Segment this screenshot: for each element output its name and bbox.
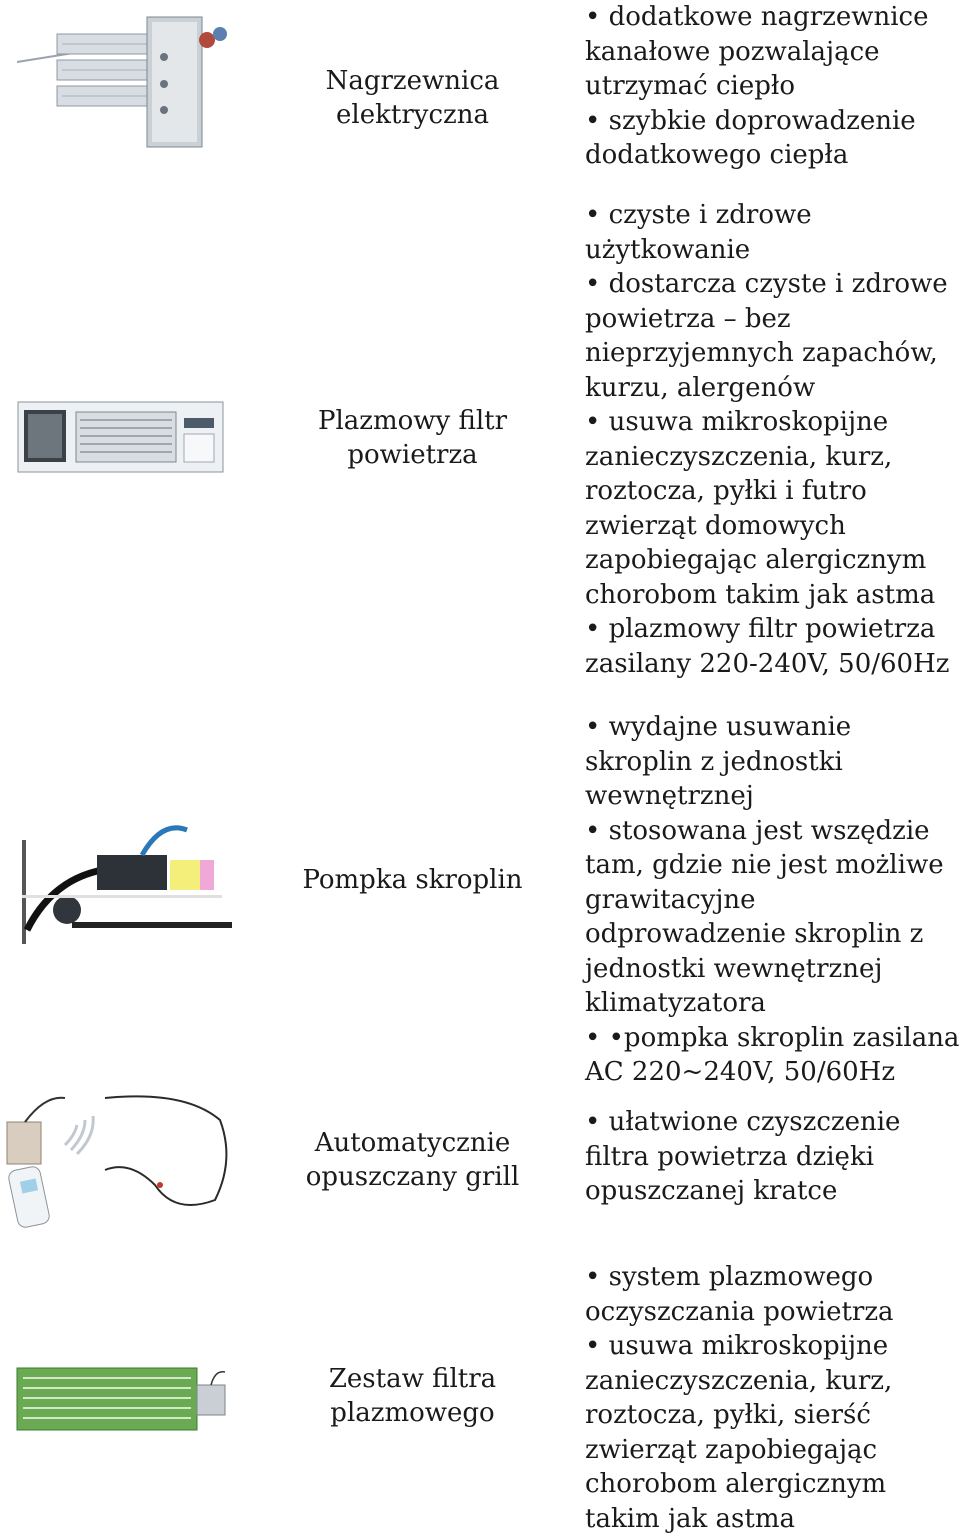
- product-name: Nagrzewnica elektryczna: [325, 66, 500, 130]
- product-row-plasma-air-filter: [0, 198, 960, 698]
- bullet-item: • system plazmowego oczyszczania powietrza: [585, 1262, 894, 1327]
- product-name: Zestaw filtra plazmowego: [328, 1364, 497, 1428]
- bullet-item: • usuwa mikroskopijne zanieczyszczenia, kurz, roztocza, pyłki, sierść zwierząt zapobiegając chorobom alergicznym takim jak astma: [585, 1331, 893, 1534]
- product-name: Plazmowy filtr powietrza: [317, 406, 508, 470]
- plasma-air-filter-unit-icon: [16, 398, 226, 478]
- product-row-electric-heater: [0, 0, 960, 180]
- bullet-item: • szybkie doprowadzenie dodatkowego ciepła: [585, 105, 916, 170]
- product-description: [585, 1260, 960, 1536]
- condensate-pump-icon: [12, 810, 232, 950]
- product-description: [585, 198, 960, 681]
- remote-control-grill-kit-icon: [5, 1090, 235, 1230]
- product-description: [585, 710, 960, 1090]
- product-name: Automatycznie opuszczany grill: [305, 1128, 520, 1192]
- bullet-item: • plazmowy filtr powietrza zasilany 220-240V, 50/60Hz: [585, 614, 950, 679]
- product-row-condensate-pump: [0, 710, 960, 1087]
- bullet-item: • usuwa mikroskopijne zanieczyszczenia, kurz, roztocza, pyłki i futro zwierząt domowych zapobiegając alergicznym chorobom takim jak astma: [585, 407, 936, 610]
- product-description: [585, 0, 960, 173]
- product-row-auto-grill: [0, 1090, 960, 1240]
- electric-heater-icon: [12, 12, 242, 157]
- bullet-item: • wydajne usuwanie skroplin z jednostki wewnętrznej: [585, 712, 852, 811]
- bullet-item: • czyste i zdrowe użytkowanie: [585, 200, 812, 265]
- bullet-item: • ułatwione czyszczenie filtra powietrza dzięki opuszczanej kratce: [585, 1107, 901, 1206]
- bullet-item: • •pompka skroplin zasilana AC 220~240V, 50/60Hz: [585, 1022, 960, 1087]
- bullet-item: • stosowana jest wszędzie tam, gdzie nie jest możliwe grawitacyjne odprowadzenie skroplin z jednostki wewnętrznej klimatyzatora: [585, 815, 944, 1018]
- product-description: [585, 1105, 960, 1209]
- plasma-filter-kit-icon: [15, 1360, 230, 1440]
- product-name: Pompka skroplin: [302, 865, 523, 895]
- bullet-item: • dodatkowe nagrzewnice kanałowe pozwalające utrzymać ciepło: [585, 2, 929, 101]
- product-row-plasma-filter-kit: [0, 1260, 960, 1535]
- bullet-item: • dostarcza czyste i zdrowe powietrza – bez nieprzyjemnych zapachów, kurzu, alergenów: [585, 269, 948, 403]
